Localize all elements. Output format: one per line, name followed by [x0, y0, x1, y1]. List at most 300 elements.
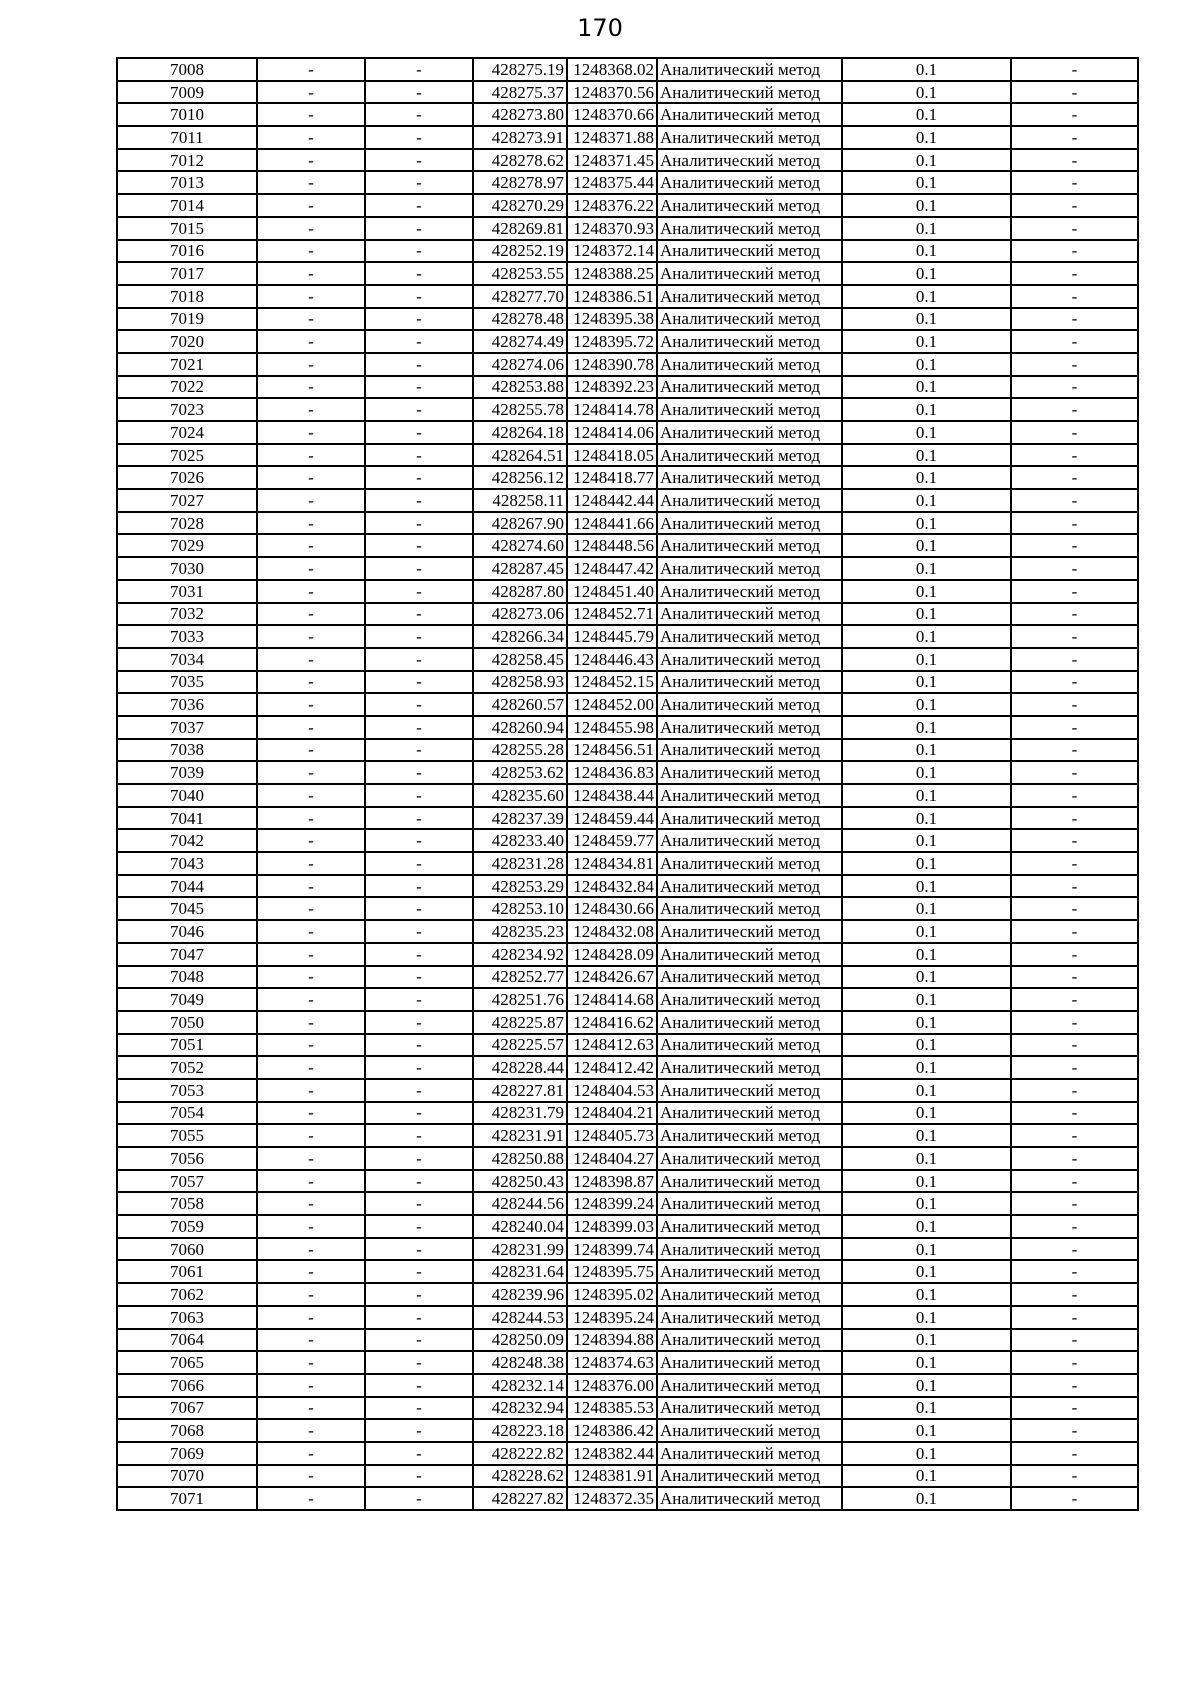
dash-cell: - — [1011, 580, 1138, 603]
dash-cell: - — [257, 353, 365, 376]
method-cell: Аналитический метод — [657, 557, 842, 580]
point-number-cell: 7043 — [117, 852, 257, 875]
accuracy-cell: 0.1 — [842, 421, 1011, 444]
x-coordinate-cell: 428251.76 — [473, 988, 567, 1011]
dash-cell: - — [365, 466, 473, 489]
y-coordinate-cell: 1248456.51 — [567, 739, 657, 762]
y-coordinate-cell: 1248446.43 — [567, 648, 657, 671]
dash-cell: - — [365, 693, 473, 716]
table-row — [117, 1306, 1138, 1329]
accuracy-cell: 0.1 — [842, 1487, 1011, 1510]
point-number-cell: 7063 — [117, 1306, 257, 1329]
table-row — [117, 784, 1138, 807]
dash-cell: - — [1011, 1079, 1138, 1102]
dash-cell: - — [1011, 1238, 1138, 1261]
accuracy-cell: 0.1 — [842, 784, 1011, 807]
y-coordinate-cell: 1248441.66 — [567, 512, 657, 535]
dash-cell: - — [1011, 603, 1138, 626]
y-coordinate-cell: 1248426.67 — [567, 966, 657, 989]
dash-cell: - — [1011, 1215, 1138, 1238]
accuracy-cell: 0.1 — [842, 1192, 1011, 1215]
point-number-cell: 7015 — [117, 217, 257, 240]
accuracy-cell: 0.1 — [842, 1283, 1011, 1306]
dash-cell: - — [257, 920, 365, 943]
table-row — [117, 1102, 1138, 1125]
dash-cell: - — [1011, 693, 1138, 716]
x-coordinate-cell: 428228.44 — [473, 1056, 567, 1079]
method-cell: Аналитический метод — [657, 671, 842, 694]
table-row — [117, 807, 1138, 830]
dash-cell: - — [257, 897, 365, 920]
x-coordinate-cell: 428250.88 — [473, 1147, 567, 1170]
dash-cell: - — [365, 1102, 473, 1125]
method-cell: Аналитический метод — [657, 966, 842, 989]
dash-cell: - — [365, 1283, 473, 1306]
accuracy-cell: 0.1 — [842, 875, 1011, 898]
table-row — [117, 398, 1138, 421]
y-coordinate-cell: 1248414.78 — [567, 398, 657, 421]
dash-cell: - — [257, 103, 365, 126]
dash-cell: - — [257, 852, 365, 875]
dash-cell: - — [257, 875, 365, 898]
table-row — [117, 1215, 1138, 1238]
accuracy-cell: 0.1 — [842, 1147, 1011, 1170]
accuracy-cell: 0.1 — [842, 81, 1011, 104]
method-cell: Аналитический метод — [657, 1374, 842, 1397]
table-row — [117, 81, 1138, 104]
x-coordinate-cell: 428269.81 — [473, 217, 567, 240]
dash-cell: - — [365, 285, 473, 308]
dash-cell: - — [365, 171, 473, 194]
x-coordinate-cell: 428287.80 — [473, 580, 567, 603]
method-cell: Аналитический метод — [657, 852, 842, 875]
table-row — [117, 1260, 1138, 1283]
dash-cell: - — [1011, 330, 1138, 353]
dash-cell: - — [257, 466, 365, 489]
point-number-cell: 7028 — [117, 512, 257, 535]
x-coordinate-cell: 428235.23 — [473, 920, 567, 943]
coordinates-table — [116, 57, 1139, 1511]
method-cell: Аналитический метод — [657, 988, 842, 1011]
dash-cell: - — [365, 1397, 473, 1420]
dash-cell: - — [365, 534, 473, 557]
x-coordinate-cell: 428253.62 — [473, 761, 567, 784]
x-coordinate-cell: 428274.60 — [473, 534, 567, 557]
method-cell: Аналитический метод — [657, 1124, 842, 1147]
method-cell: Аналитический метод — [657, 1238, 842, 1261]
dash-cell: - — [365, 376, 473, 399]
accuracy-cell: 0.1 — [842, 1238, 1011, 1261]
method-cell: Аналитический метод — [657, 1170, 842, 1193]
dash-cell: - — [365, 512, 473, 535]
method-cell: Аналитический метод — [657, 421, 842, 444]
accuracy-cell: 0.1 — [842, 761, 1011, 784]
dash-cell: - — [365, 1238, 473, 1261]
dash-cell: - — [257, 171, 365, 194]
dash-cell: - — [365, 217, 473, 240]
y-coordinate-cell: 1248382.44 — [567, 1442, 657, 1465]
x-coordinate-cell: 428270.29 — [473, 194, 567, 217]
dash-cell: - — [257, 1056, 365, 1079]
dash-cell: - — [257, 308, 365, 331]
x-coordinate-cell: 428250.43 — [473, 1170, 567, 1193]
table-row — [117, 580, 1138, 603]
method-cell: Аналитический метод — [657, 398, 842, 421]
table-row — [117, 149, 1138, 172]
method-cell: Аналитический метод — [657, 1419, 842, 1442]
dash-cell: - — [365, 489, 473, 512]
accuracy-cell: 0.1 — [842, 1102, 1011, 1125]
table-row — [117, 240, 1138, 263]
table-row — [117, 739, 1138, 762]
table-row — [117, 1192, 1138, 1215]
point-number-cell: 7022 — [117, 376, 257, 399]
x-coordinate-cell: 428260.57 — [473, 693, 567, 716]
dash-cell: - — [1011, 1192, 1138, 1215]
x-coordinate-cell: 428237.39 — [473, 807, 567, 830]
point-number-cell: 7034 — [117, 648, 257, 671]
dash-cell: - — [365, 625, 473, 648]
x-coordinate-cell: 428273.06 — [473, 603, 567, 626]
dash-cell: - — [1011, 81, 1138, 104]
y-coordinate-cell: 1248386.51 — [567, 285, 657, 308]
x-coordinate-cell: 428244.56 — [473, 1192, 567, 1215]
dash-cell: - — [257, 489, 365, 512]
dash-cell: - — [365, 807, 473, 830]
table-row — [117, 262, 1138, 285]
x-coordinate-cell: 428227.81 — [473, 1079, 567, 1102]
method-cell: Аналитический метод — [657, 1079, 842, 1102]
point-number-cell: 7046 — [117, 920, 257, 943]
y-coordinate-cell: 1248395.24 — [567, 1306, 657, 1329]
x-coordinate-cell: 428264.51 — [473, 444, 567, 467]
accuracy-cell: 0.1 — [842, 353, 1011, 376]
y-coordinate-cell: 1248395.38 — [567, 308, 657, 331]
point-number-cell: 7030 — [117, 557, 257, 580]
method-cell: Аналитический метод — [657, 489, 842, 512]
method-cell: Аналитический метод — [657, 693, 842, 716]
method-cell: Аналитический метод — [657, 534, 842, 557]
x-coordinate-cell: 428253.29 — [473, 875, 567, 898]
dash-cell: - — [257, 1283, 365, 1306]
dash-cell: - — [257, 625, 365, 648]
accuracy-cell: 0.1 — [842, 1465, 1011, 1488]
y-coordinate-cell: 1248376.00 — [567, 1374, 657, 1397]
point-number-cell: 7009 — [117, 81, 257, 104]
y-coordinate-cell: 1248399.24 — [567, 1192, 657, 1215]
x-coordinate-cell: 428225.57 — [473, 1034, 567, 1057]
x-coordinate-cell: 428258.11 — [473, 489, 567, 512]
accuracy-cell: 0.1 — [842, 126, 1011, 149]
point-number-cell: 7069 — [117, 1442, 257, 1465]
table-row — [117, 58, 1138, 81]
dash-cell: - — [365, 58, 473, 81]
dash-cell: - — [1011, 784, 1138, 807]
y-coordinate-cell: 1248398.87 — [567, 1170, 657, 1193]
table-row — [117, 1124, 1138, 1147]
y-coordinate-cell: 1248395.72 — [567, 330, 657, 353]
method-cell: Аналитический метод — [657, 466, 842, 489]
dash-cell: - — [365, 194, 473, 217]
x-coordinate-cell: 428260.94 — [473, 716, 567, 739]
dash-cell: - — [365, 920, 473, 943]
dash-cell: - — [1011, 988, 1138, 1011]
y-coordinate-cell: 1248395.02 — [567, 1283, 657, 1306]
y-coordinate-cell: 1248412.63 — [567, 1034, 657, 1057]
table-row — [117, 1079, 1138, 1102]
dash-cell: - — [257, 1034, 365, 1057]
dash-cell: - — [365, 761, 473, 784]
point-number-cell: 7037 — [117, 716, 257, 739]
accuracy-cell: 0.1 — [842, 897, 1011, 920]
point-number-cell: 7057 — [117, 1170, 257, 1193]
x-coordinate-cell: 428252.77 — [473, 966, 567, 989]
dash-cell: - — [1011, 1170, 1138, 1193]
accuracy-cell: 0.1 — [842, 285, 1011, 308]
dash-cell: - — [1011, 103, 1138, 126]
x-coordinate-cell: 428231.79 — [473, 1102, 567, 1125]
table-row — [117, 897, 1138, 920]
dash-cell: - — [365, 149, 473, 172]
dash-cell: - — [1011, 829, 1138, 852]
dash-cell: - — [1011, 1102, 1138, 1125]
dash-cell: - — [365, 1487, 473, 1510]
accuracy-cell: 0.1 — [842, 580, 1011, 603]
accuracy-cell: 0.1 — [842, 557, 1011, 580]
table-row — [117, 988, 1138, 1011]
dash-cell: - — [1011, 1147, 1138, 1170]
accuracy-cell: 0.1 — [842, 1374, 1011, 1397]
point-number-cell: 7031 — [117, 580, 257, 603]
dash-cell: - — [1011, 966, 1138, 989]
x-coordinate-cell: 428250.09 — [473, 1329, 567, 1352]
dash-cell: - — [257, 512, 365, 535]
x-coordinate-cell: 428287.45 — [473, 557, 567, 580]
accuracy-cell: 0.1 — [842, 807, 1011, 830]
table-row — [117, 761, 1138, 784]
table-row — [117, 1011, 1138, 1034]
x-coordinate-cell: 428231.64 — [473, 1260, 567, 1283]
dash-cell: - — [257, 126, 365, 149]
accuracy-cell: 0.1 — [842, 103, 1011, 126]
dash-cell: - — [365, 829, 473, 852]
method-cell: Аналитический метод — [657, 1011, 842, 1034]
dash-cell: - — [365, 1306, 473, 1329]
dash-cell: - — [365, 1260, 473, 1283]
accuracy-cell: 0.1 — [842, 376, 1011, 399]
point-number-cell: 7040 — [117, 784, 257, 807]
dash-cell: - — [1011, 875, 1138, 898]
method-cell: Аналитический метод — [657, 1260, 842, 1283]
point-number-cell: 7068 — [117, 1419, 257, 1442]
dash-cell: - — [257, 1102, 365, 1125]
point-number-cell: 7055 — [117, 1124, 257, 1147]
y-coordinate-cell: 1248399.74 — [567, 1238, 657, 1261]
point-number-cell: 7020 — [117, 330, 257, 353]
dash-cell: - — [257, 784, 365, 807]
method-cell: Аналитический метод — [657, 603, 842, 626]
dash-cell: - — [1011, 149, 1138, 172]
point-number-cell: 7065 — [117, 1351, 257, 1374]
x-coordinate-cell: 428248.38 — [473, 1351, 567, 1374]
dash-cell: - — [365, 421, 473, 444]
accuracy-cell: 0.1 — [842, 1056, 1011, 1079]
dash-cell: - — [1011, 1056, 1138, 1079]
accuracy-cell: 0.1 — [842, 671, 1011, 694]
table-body — [117, 58, 1138, 1510]
dash-cell: - — [257, 1419, 365, 1442]
page-number: 170 — [577, 14, 623, 42]
point-number-cell: 7011 — [117, 126, 257, 149]
y-coordinate-cell: 1248395.75 — [567, 1260, 657, 1283]
x-coordinate-cell: 428267.90 — [473, 512, 567, 535]
dash-cell: - — [1011, 194, 1138, 217]
point-number-cell: 7060 — [117, 1238, 257, 1261]
method-cell: Аналитический метод — [657, 1397, 842, 1420]
dash-cell: - — [1011, 421, 1138, 444]
point-number-cell: 7026 — [117, 466, 257, 489]
x-coordinate-cell: 428277.70 — [473, 285, 567, 308]
table-row — [117, 671, 1138, 694]
accuracy-cell: 0.1 — [842, 308, 1011, 331]
y-coordinate-cell: 1248390.78 — [567, 353, 657, 376]
x-coordinate-cell: 428225.87 — [473, 1011, 567, 1034]
accuracy-cell: 0.1 — [842, 444, 1011, 467]
point-number-cell: 7066 — [117, 1374, 257, 1397]
point-number-cell: 7070 — [117, 1465, 257, 1488]
accuracy-cell: 0.1 — [842, 262, 1011, 285]
dash-cell: - — [365, 603, 473, 626]
accuracy-cell: 0.1 — [842, 625, 1011, 648]
dash-cell: - — [257, 1215, 365, 1238]
table-row — [117, 1419, 1138, 1442]
x-coordinate-cell: 428253.10 — [473, 897, 567, 920]
method-cell: Аналитический метод — [657, 330, 842, 353]
dash-cell: - — [1011, 1397, 1138, 1420]
dash-cell: - — [365, 240, 473, 263]
point-number-cell: 7047 — [117, 943, 257, 966]
dash-cell: - — [257, 603, 365, 626]
point-number-cell: 7067 — [117, 1397, 257, 1420]
dash-cell: - — [365, 81, 473, 104]
dash-cell: - — [257, 285, 365, 308]
dash-cell: - — [257, 534, 365, 557]
y-coordinate-cell: 1248385.53 — [567, 1397, 657, 1420]
accuracy-cell: 0.1 — [842, 603, 1011, 626]
y-coordinate-cell: 1248370.93 — [567, 217, 657, 240]
method-cell: Аналитический метод — [657, 376, 842, 399]
method-cell: Аналитический метод — [657, 1329, 842, 1352]
table-row — [117, 1238, 1138, 1261]
dash-cell: - — [365, 1079, 473, 1102]
dash-cell: - — [257, 240, 365, 263]
dash-cell: - — [257, 1306, 365, 1329]
accuracy-cell: 0.1 — [842, 1260, 1011, 1283]
dash-cell: - — [257, 1192, 365, 1215]
accuracy-cell: 0.1 — [842, 1034, 1011, 1057]
table-row — [117, 1442, 1138, 1465]
dash-cell: - — [1011, 1011, 1138, 1034]
method-cell: Аналитический метод — [657, 807, 842, 830]
table-row — [117, 489, 1138, 512]
x-coordinate-cell: 428255.28 — [473, 739, 567, 762]
dash-cell: - — [365, 444, 473, 467]
table-row — [117, 852, 1138, 875]
dash-cell: - — [1011, 557, 1138, 580]
dash-cell: - — [257, 1011, 365, 1034]
accuracy-cell: 0.1 — [842, 1329, 1011, 1352]
x-coordinate-cell: 428266.34 — [473, 625, 567, 648]
accuracy-cell: 0.1 — [842, 512, 1011, 535]
dash-cell: - — [1011, 648, 1138, 671]
table-row — [117, 444, 1138, 467]
x-coordinate-cell: 428231.99 — [473, 1238, 567, 1261]
accuracy-cell: 0.1 — [842, 966, 1011, 989]
dash-cell: - — [365, 398, 473, 421]
x-coordinate-cell: 428256.12 — [473, 466, 567, 489]
point-number-cell: 7048 — [117, 966, 257, 989]
x-coordinate-cell: 428278.97 — [473, 171, 567, 194]
dash-cell: - — [1011, 852, 1138, 875]
x-coordinate-cell: 428222.82 — [473, 1442, 567, 1465]
table-row — [117, 421, 1138, 444]
dash-cell: - — [365, 897, 473, 920]
method-cell: Аналитический метод — [657, 1056, 842, 1079]
table-row — [117, 194, 1138, 217]
y-coordinate-cell: 1248376.22 — [567, 194, 657, 217]
method-cell: Аналитический метод — [657, 648, 842, 671]
method-cell: Аналитический метод — [657, 1351, 842, 1374]
dash-cell: - — [365, 1215, 473, 1238]
dash-cell: - — [1011, 739, 1138, 762]
dash-cell: - — [1011, 376, 1138, 399]
point-number-cell: 7013 — [117, 171, 257, 194]
point-number-cell: 7051 — [117, 1034, 257, 1057]
dash-cell: - — [1011, 1260, 1138, 1283]
accuracy-cell: 0.1 — [842, 829, 1011, 852]
table-row — [117, 285, 1138, 308]
method-cell: Аналитический метод — [657, 829, 842, 852]
y-coordinate-cell: 1248388.25 — [567, 262, 657, 285]
dash-cell: - — [257, 648, 365, 671]
x-coordinate-cell: 428240.04 — [473, 1215, 567, 1238]
dash-cell: - — [257, 1374, 365, 1397]
dash-cell: - — [365, 852, 473, 875]
method-cell: Аналитический метод — [657, 126, 842, 149]
x-coordinate-cell: 428253.88 — [473, 376, 567, 399]
table-row — [117, 1351, 1138, 1374]
dash-cell: - — [365, 1170, 473, 1193]
x-coordinate-cell: 428255.78 — [473, 398, 567, 421]
accuracy-cell: 0.1 — [842, 1124, 1011, 1147]
y-coordinate-cell: 1248372.35 — [567, 1487, 657, 1510]
x-coordinate-cell: 428234.92 — [473, 943, 567, 966]
x-coordinate-cell: 428275.19 — [473, 58, 567, 81]
x-coordinate-cell: 428252.19 — [473, 240, 567, 263]
method-cell: Аналитический метод — [657, 920, 842, 943]
dash-cell: - — [1011, 285, 1138, 308]
dash-cell: - — [1011, 1034, 1138, 1057]
dash-cell: - — [365, 966, 473, 989]
table-row — [117, 1056, 1138, 1079]
point-number-cell: 7032 — [117, 603, 257, 626]
point-number-cell: 7027 — [117, 489, 257, 512]
dash-cell: - — [365, 1147, 473, 1170]
point-number-cell: 7061 — [117, 1260, 257, 1283]
x-coordinate-cell: 428235.60 — [473, 784, 567, 807]
y-coordinate-cell: 1248394.88 — [567, 1329, 657, 1352]
method-cell: Аналитический метод — [657, 1487, 842, 1510]
